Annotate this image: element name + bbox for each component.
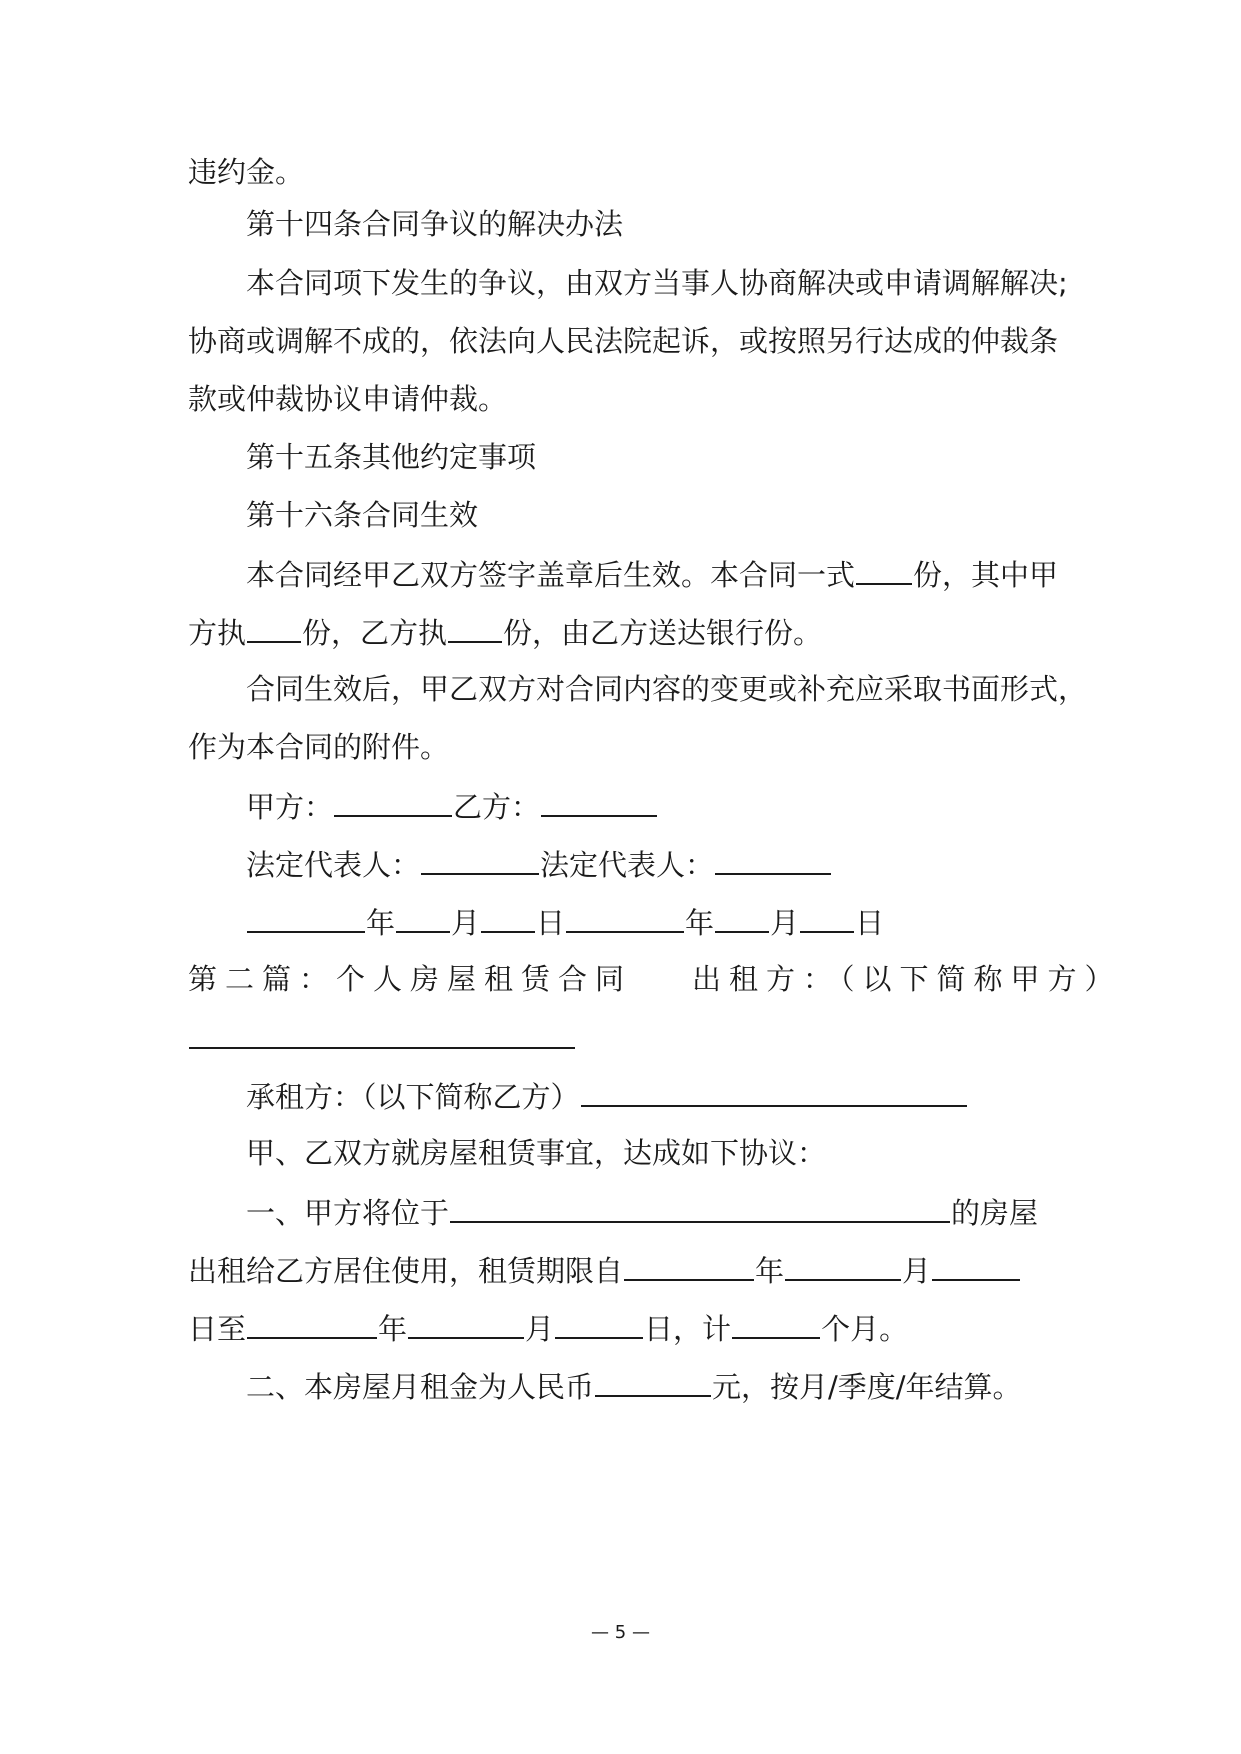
representative-b-label: 法定代表人： xyxy=(540,848,715,882)
fill-in-blank[interactable] xyxy=(448,611,502,643)
day-blank[interactable] xyxy=(481,901,535,933)
article-14-heading: 第十四条合同争议的解决办法 xyxy=(246,207,624,241)
party-a-blank[interactable] xyxy=(334,785,452,817)
representative-b-blank[interactable] xyxy=(715,843,831,875)
article-15-heading: 第十五条其他约定事项 xyxy=(246,440,537,474)
end-day-blank[interactable] xyxy=(555,1307,643,1339)
start-day-blank[interactable] xyxy=(932,1249,1020,1281)
rent-amount-blank[interactable] xyxy=(595,1365,711,1397)
year-blank[interactable] xyxy=(247,901,365,933)
lessor-blank-line xyxy=(188,1017,1068,1059)
text-segment: 日 xyxy=(536,906,566,940)
lessee-name-blank[interactable] xyxy=(581,1075,967,1107)
end-month-blank[interactable] xyxy=(408,1307,524,1339)
text-segment: 日至 xyxy=(188,1312,247,1346)
fill-in-blank[interactable] xyxy=(856,553,912,585)
day-blank[interactable] xyxy=(800,901,854,933)
signature-date-line xyxy=(246,901,1126,943)
end-year-blank[interactable] xyxy=(247,1307,377,1339)
text-segment: 日 xyxy=(855,906,885,940)
party-b-label: 乙方： xyxy=(453,790,541,824)
text-segment: 年 xyxy=(378,1312,408,1346)
clause-one-line xyxy=(246,1191,1126,1233)
signature-line-representative xyxy=(246,843,1126,885)
lessor-label: 出租方：（以下简称甲方） xyxy=(692,962,1122,996)
text-segment: 年 xyxy=(755,1254,785,1288)
text-segment: 份，乙方执 xyxy=(302,616,448,650)
paragraph-line: 违约金。 xyxy=(188,155,305,189)
text-segment: 月 xyxy=(902,1254,932,1288)
text-segment: 年 xyxy=(366,906,396,940)
month-blank[interactable] xyxy=(396,901,450,933)
text-segment: 份，由乙方送达银行份。 xyxy=(503,616,823,650)
part-two-title: 第二篇：个人房屋租赁合同 xyxy=(188,962,633,996)
months-count-blank[interactable] xyxy=(732,1307,820,1339)
paragraph-line: 本合同项下发生的争议，由双方当事人协商解决或申请调解解决; xyxy=(246,266,1068,300)
text-segment: 月 xyxy=(770,906,800,940)
paragraph-line xyxy=(188,611,1068,653)
month-blank[interactable] xyxy=(715,901,769,933)
lessee-line xyxy=(246,1075,1126,1117)
text-segment: 一、甲方将位于 xyxy=(246,1196,450,1230)
page-number: — 5 — xyxy=(591,1622,650,1643)
lessor-name-blank[interactable] xyxy=(189,1017,575,1049)
paragraph-line: 合同生效后，甲乙双方对合同内容的变更或补充应采取书面形式， xyxy=(246,672,1088,706)
clause-one-line xyxy=(188,1249,1068,1291)
signature-line-party xyxy=(246,785,1126,827)
paragraph-line: 作为本合同的附件。 xyxy=(188,730,450,764)
text-segment: 出租给乙方居住使用，租赁期限自 xyxy=(188,1254,624,1288)
text-segment: 年 xyxy=(685,906,715,940)
clause-two-line xyxy=(246,1365,1126,1407)
text-segment: 日，计 xyxy=(644,1312,732,1346)
text-segment: 本合同经甲乙双方签字盖章后生效。本合同一式 xyxy=(246,558,856,592)
clause-one-line xyxy=(188,1307,1068,1349)
start-month-blank[interactable] xyxy=(785,1249,901,1281)
property-address-blank[interactable] xyxy=(450,1191,950,1223)
party-a-label: 甲方： xyxy=(246,790,334,824)
party-b-blank[interactable] xyxy=(541,785,657,817)
fill-in-blank[interactable] xyxy=(247,611,301,643)
lessee-label: 承租方：（以下简称乙方） xyxy=(246,1080,580,1114)
paragraph-line xyxy=(246,553,1126,595)
text-segment: 元，按月/季度/年结算。 xyxy=(712,1370,1022,1404)
text-segment: 月 xyxy=(451,906,481,940)
text-segment: 方执 xyxy=(188,616,247,650)
text-segment: 的房屋 xyxy=(951,1196,1039,1230)
article-16-heading: 第十六条合同生效 xyxy=(246,498,479,532)
paragraph-line: 协商或调解不成的，依法向人民法院起诉，或按照另行达成的仲裁条 xyxy=(188,324,1059,358)
year-blank[interactable] xyxy=(566,901,684,933)
text-segment: 二、本房屋月租金为人民币 xyxy=(246,1370,595,1404)
representative-a-label: 法定代表人： xyxy=(246,848,421,882)
section-heading-line xyxy=(188,959,1122,999)
text-segment: 个月。 xyxy=(821,1312,909,1346)
text-segment: 份，其中甲 xyxy=(913,558,1059,592)
paragraph-line: 款或仲裁协议申请仲裁。 xyxy=(188,382,508,416)
paragraph-line: 甲、乙双方就房屋租赁事宜，达成如下协议： xyxy=(246,1136,827,1170)
text-segment: 月 xyxy=(525,1312,555,1346)
representative-a-blank[interactable] xyxy=(421,843,539,875)
start-year-blank[interactable] xyxy=(624,1249,754,1281)
